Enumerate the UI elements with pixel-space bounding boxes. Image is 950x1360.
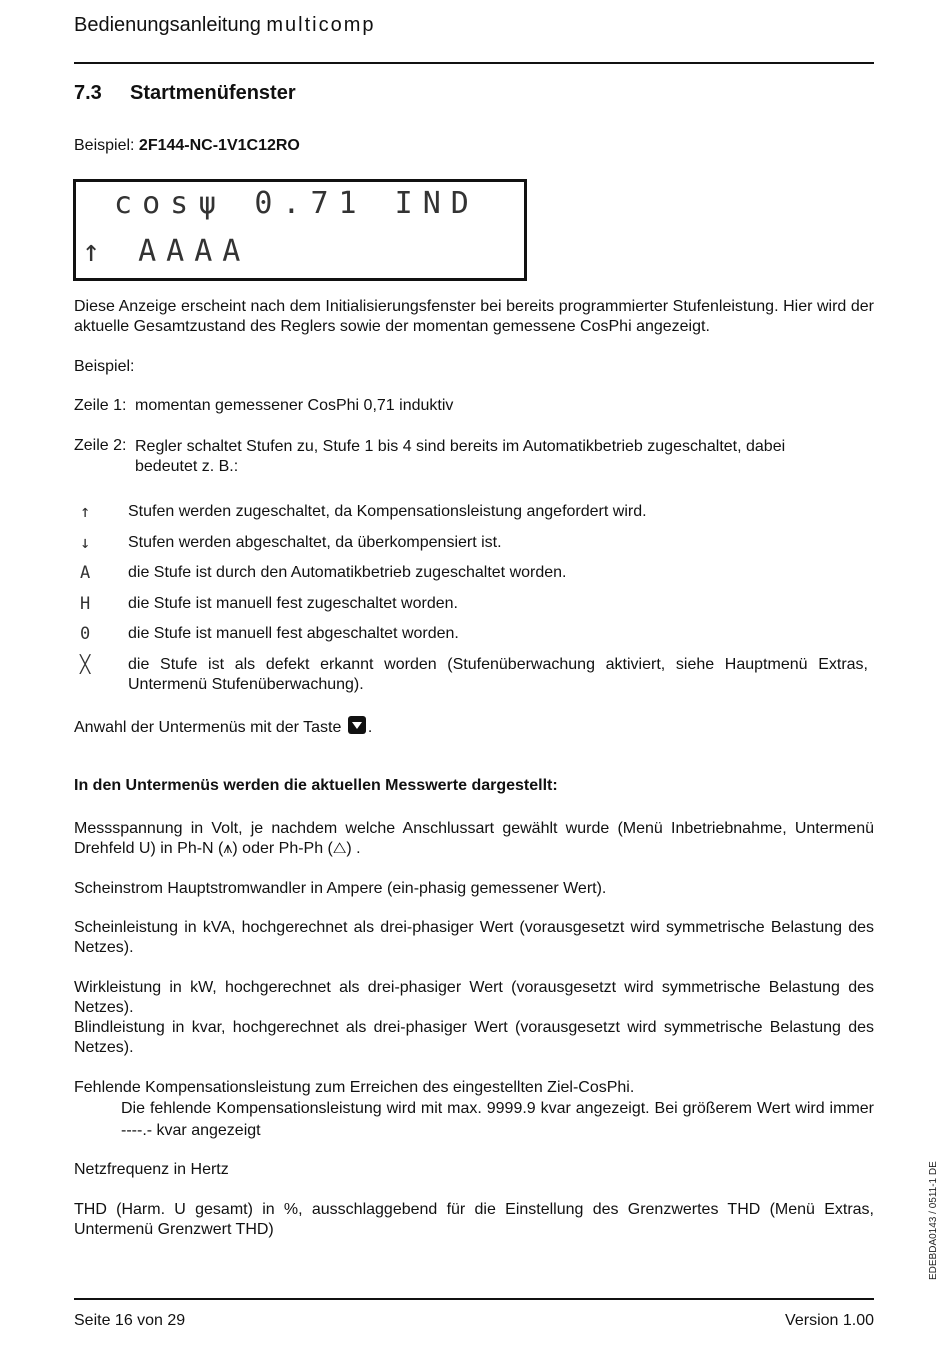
line2-label: Zeile 2: [74,437,127,454]
page-number: Seite 16 von 29 [74,1312,186,1329]
legend-text: Stufen werden abgeschaltet, da überkompensiert ist. [128,534,502,551]
example-code: 2F144-NC-1V1C12RO [138,137,300,154]
missing-compensation-note: Die fehlende Kompensationsleistung wird mit max. 9999.9 kvar angezeigt. Bei größerem Wert wird immer ----.- kvar angezeigt [121,1100,874,1139]
submenu-suffix: . [367,719,373,736]
measurements-heading: In den Untermenüs werden die aktuellen Messwerte dargestellt: [74,777,558,794]
legend-text: die Stufe ist durch den Automatikbetrieb zugeschaltet worden. [128,564,567,581]
lcd-line-1: cosψ 0.71 IND [86,186,479,221]
manual-h-icon: H [80,594,91,614]
submenu-text: Anwahl der Untermenüs mit der Taste [74,719,342,736]
lcd-line-2: ↑ AAAA [82,234,251,269]
legend-text: die Stufe ist manuell fest zugeschaltet worden. [128,595,458,612]
header-title: Bedienungsanleitung [74,14,267,36]
line1-text: momentan gemessener CosPhi 0,71 induktiv [135,397,454,414]
section-title: Startmenüfenster [130,82,296,104]
frequency-paragraph: Netzfrequenz in Hertz [74,1161,229,1178]
arrow-up-icon: ↑ [80,502,91,522]
line2-text: Regler schaltet Stufen zu, Stufe 1 bis 4 sind bereits im Automatikbetrieb zugeschaltet, dabei bedeutet z. B.: [135,438,786,475]
document-code: EDEBDA0143 / 0511-1 DE [928,1161,939,1280]
intro-paragraph: Diese Anzeige erscheint nach dem Initialisierungsfenster bei bereits programmierter Stufenleistung. Hier wird der aktuelle Gesamtzustand des Reglers sowie der momentan gemessene CosPhi angezeigt. [74,298,874,335]
submenu-line [74,716,372,737]
active-power-paragraph: Wirkleistung in kW, hochgerechnet als drei-phasiger Wert (vorausgesetzt wird symmetrische Belastung des Netzes). [74,979,874,1016]
footer-divider [74,1298,874,1300]
legend-text: die Stufe ist als defekt erkannt worden (Stufenüberwachung aktiviert, siehe Hauptmenü Extras, Untermenü Stufenüberwachung). [128,656,868,693]
apparent-power-paragraph: Scheinleistung in kVA, hochgerechnet als drei-phasiger Wert (vorausgesetzt wird symmetrische Belastung des Netzes). [74,919,874,956]
missing-compensation-paragraph: Fehlende Kompensationsleistung zum Erreichen des eingestellten Ziel-CosPhi. [74,1079,635,1096]
section-heading [74,82,296,105]
section-number: 7.3 [74,82,102,104]
automatic-a-icon: A [80,563,91,583]
lcd-display [73,179,527,281]
defect-x-icon: ╳ [80,655,91,675]
voltage-paragraph: Messspannung in Volt, je nachdem welche Anschlussart gewählt wurde (Menü Inbetriebnahme, Untermenü Drehfeld U) in Ph-N (⩚) oder Ph-Ph (△) . [74,820,874,857]
legend-text: die Stufe ist manuell fest abgeschaltet worden. [128,625,459,642]
arrow-down-icon: ↓ [80,533,91,553]
page-header [74,14,376,37]
example-label: Beispiel: [74,137,139,154]
down-key-icon [348,716,366,734]
thd-paragraph: THD (Harm. U gesamt) in %, ausschlaggebend für die Einstellung des Grenzwertes THD (Menü Extras, Untermenü Grenzwert THD) [74,1201,874,1238]
current-paragraph: Scheinstrom Hauptstromwandler in Ampere (ein-phasig gemessener Wert). [74,880,607,897]
line1-label: Zeile 1: [74,397,127,414]
header-brand: multicomp [266,14,376,36]
header-divider [74,62,874,64]
beispiel-label: Beispiel: [74,358,135,375]
version-label: Version 1.00 [785,1312,874,1329]
manual-off-icon: 0 [80,624,91,644]
example-line [74,137,300,155]
legend-text: Stufen werden zugeschaltet, da Kompensationsleistung angefordert wird. [128,503,647,520]
reactive-power-paragraph: Blindleistung in kvar, hochgerechnet als drei-phasiger Wert (vorausgesetzt wird symmetrische Belastung des Netzes). [74,1019,874,1056]
